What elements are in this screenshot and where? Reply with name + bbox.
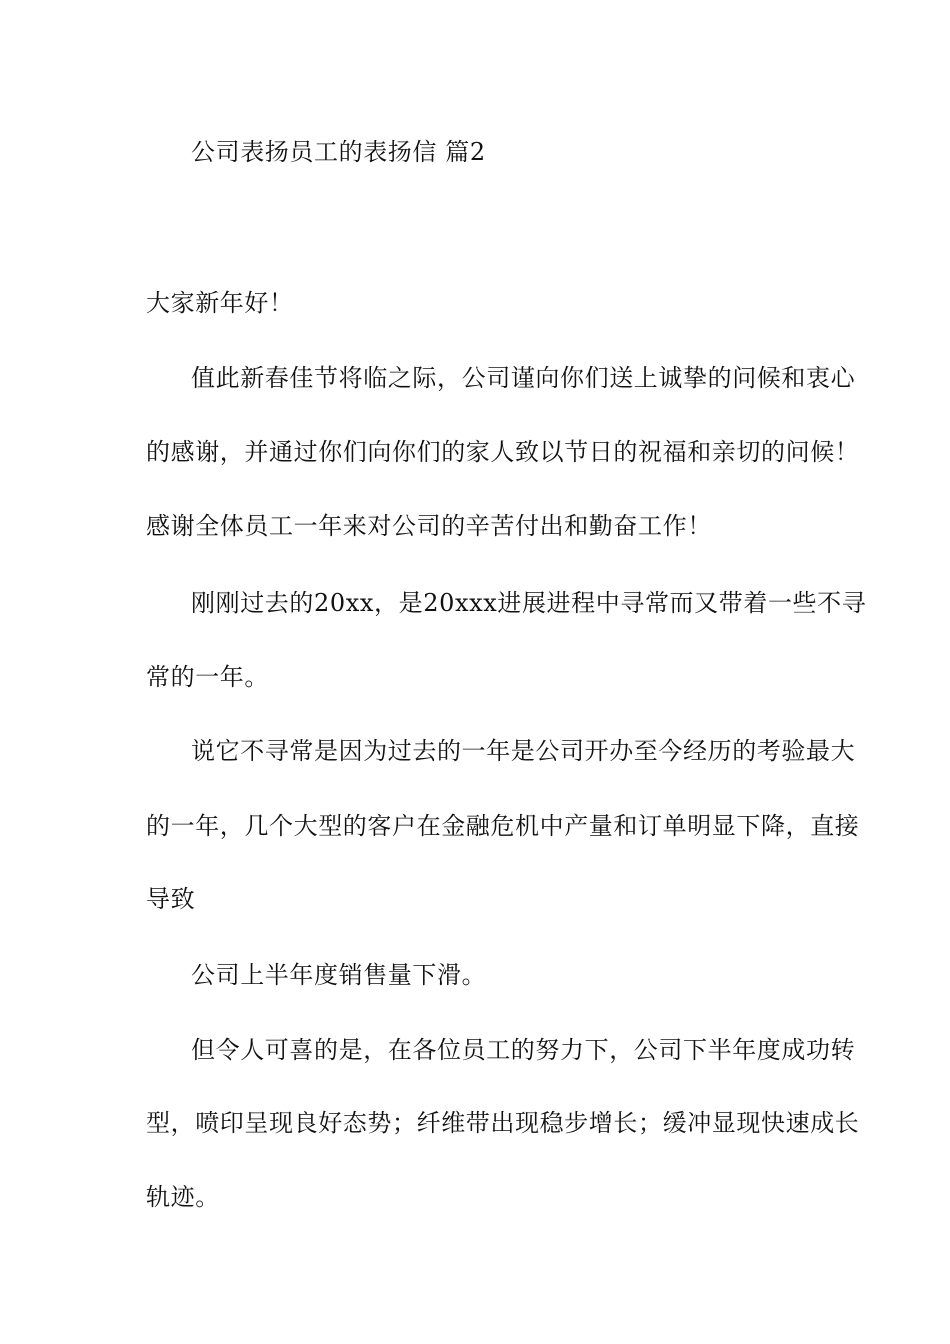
body-line: 的感谢，并通过你们向你们的家人致以节日的祝福和亲切的问候！ — [146, 438, 860, 466]
body-line: 轨迹。 — [146, 1183, 220, 1211]
document-title: 公司表扬员工的表扬信 篇2 — [191, 138, 486, 166]
body-line: 感谢全体员工一年来对公司的辛苦付出和勤奋工作！ — [146, 512, 712, 540]
body-line: 常的一年。 — [146, 663, 269, 691]
body-line: 型，喷印呈现良好态势；纤维带出现稳步增长；缓冲显现快速成长 — [146, 1109, 860, 1137]
body-line: 值此新春佳节将临之际，公司谨向你们送上诚挚的问候和衷心 — [191, 364, 856, 392]
body-line: 但令人可喜的是，在各位员工的努力下，公司下半年度成功转 — [191, 1036, 856, 1064]
body-line: 刚刚过去的20xx，是20xxx进展进程中寻常而又带着一些不寻 — [191, 589, 867, 617]
body-line: 说它不寻常是因为过去的一年是公司开办至今经历的考验最大 — [191, 737, 856, 765]
body-line: 的一年，几个大型的客户在金融危机中产量和订单明显下降，直接 — [146, 812, 860, 840]
body-line: 导致 — [146, 885, 196, 913]
greeting-line: 大家新年好！ — [146, 289, 294, 317]
body-line: 公司上半年度销售量下滑。 — [191, 961, 487, 989]
